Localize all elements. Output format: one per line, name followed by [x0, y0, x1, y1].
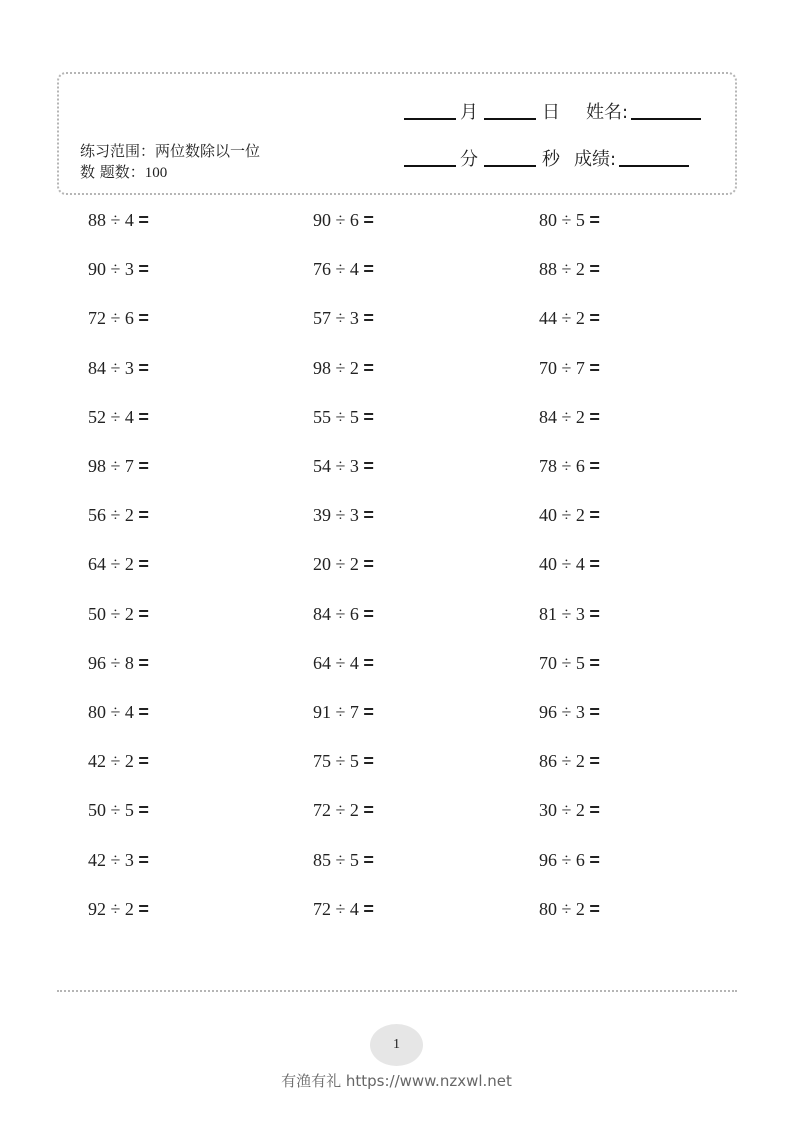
equals-sign: =	[363, 406, 374, 427]
problem-item	[313, 653, 374, 674]
equals-sign: =	[138, 800, 149, 821]
problem-item	[313, 751, 374, 772]
problem-item	[88, 505, 149, 526]
page-number: 1	[370, 1024, 423, 1066]
problem-expression: 57 ÷ 3	[313, 308, 359, 329]
problem-item	[539, 604, 600, 625]
equals-sign: =	[589, 259, 600, 280]
problem-expression: 90 ÷ 6	[313, 210, 359, 230]
problem-item	[88, 259, 149, 280]
time-field	[404, 145, 689, 171]
problem-expression: 86 ÷ 2	[539, 751, 585, 772]
problem-expression: 70 ÷ 7	[539, 357, 585, 378]
second-label: 秒	[542, 149, 560, 170]
day-label: 日	[542, 102, 560, 123]
problem-item	[539, 308, 600, 329]
problem-item	[313, 554, 374, 575]
minute-blank[interactable]	[404, 164, 456, 167]
problem-item	[88, 407, 149, 428]
problem-item	[539, 210, 600, 231]
problem-expression: 50 ÷ 5	[88, 800, 134, 821]
equals-sign: =	[138, 849, 149, 870]
equals-sign: =	[363, 702, 374, 722]
problem-expression: 90 ÷ 3	[88, 259, 134, 280]
problem-item	[88, 653, 149, 674]
equals-sign: =	[363, 210, 374, 230]
equals-sign: =	[363, 259, 374, 280]
equals-sign: =	[138, 259, 149, 280]
problem-item	[313, 308, 374, 329]
equals-sign: =	[363, 554, 374, 575]
problem-item	[539, 751, 600, 772]
equals-sign: =	[138, 210, 149, 230]
equals-sign: =	[138, 898, 149, 919]
equals-sign: =	[138, 603, 149, 624]
equals-sign: =	[138, 406, 149, 427]
equals-sign: =	[589, 308, 600, 329]
problem-item	[313, 850, 374, 871]
problem-expression: 98 ÷ 7	[88, 456, 134, 476]
equals-sign: =	[138, 456, 149, 476]
problem-item	[313, 899, 374, 920]
problem-expression: 64 ÷ 2	[88, 554, 134, 575]
equals-sign: =	[138, 751, 149, 772]
problem-item	[313, 259, 374, 280]
equals-sign: =	[138, 652, 149, 673]
problem-expression: 72 ÷ 4	[313, 898, 359, 919]
problem-expression: 80 ÷ 4	[88, 702, 134, 722]
problem-expression: 96 ÷ 8	[88, 652, 134, 673]
equals-sign: =	[589, 800, 600, 821]
problem-item	[88, 456, 149, 477]
problem-expression: 75 ÷ 5	[313, 751, 359, 772]
score-label: 成绩:	[574, 149, 617, 170]
problem-expression: 84 ÷ 6	[313, 603, 359, 624]
divider	[57, 990, 737, 992]
problem-item	[539, 899, 600, 920]
problem-item	[539, 800, 600, 821]
problem-expression: 42 ÷ 2	[88, 751, 134, 772]
problem-item	[313, 505, 374, 526]
problem-expression: 80 ÷ 2	[539, 898, 585, 919]
month-label: 月	[460, 102, 478, 123]
problem-expression: 92 ÷ 2	[88, 898, 134, 919]
problem-item	[88, 358, 149, 379]
problem-item	[88, 604, 149, 625]
problem-item	[539, 456, 600, 477]
problem-item	[539, 554, 600, 575]
day-blank[interactable]	[484, 117, 536, 120]
equals-sign: =	[138, 357, 149, 378]
problem-expression: 20 ÷ 2	[313, 554, 359, 575]
equals-sign: =	[589, 406, 600, 427]
equals-sign: =	[363, 800, 374, 821]
problem-item	[313, 604, 374, 625]
problem-item	[539, 407, 600, 428]
problem-expression: 52 ÷ 4	[88, 406, 134, 427]
problem-expression: 85 ÷ 5	[313, 849, 359, 870]
name-label: 姓名:	[586, 102, 629, 123]
problem-item	[313, 456, 374, 477]
problem-expression: 56 ÷ 2	[88, 505, 134, 526]
problem-item	[88, 702, 149, 723]
equals-sign: =	[589, 702, 600, 722]
question-count-value: 100	[144, 165, 168, 181]
minute-label: 分	[460, 149, 478, 170]
problem-expression: 88 ÷ 2	[539, 259, 585, 280]
equals-sign: =	[589, 849, 600, 870]
problem-item	[539, 850, 600, 871]
problem-expression: 39 ÷ 3	[313, 505, 359, 526]
equals-sign: =	[138, 505, 149, 526]
problem-expression: 98 ÷ 2	[313, 357, 359, 378]
question-count	[80, 161, 167, 182]
equals-sign: =	[363, 456, 374, 476]
date-field	[404, 98, 701, 124]
problem-expression: 54 ÷ 3	[313, 456, 359, 476]
problem-expression: 96 ÷ 6	[539, 849, 585, 870]
problem-item	[539, 702, 600, 723]
problem-item	[313, 210, 374, 231]
equals-sign: =	[589, 751, 600, 772]
equals-sign: =	[363, 652, 374, 673]
problem-expression: 96 ÷ 3	[539, 702, 585, 722]
equals-sign: =	[363, 357, 374, 378]
problem-expression: 88 ÷ 4	[88, 210, 134, 230]
problem-item	[313, 407, 374, 428]
problem-expression: 64 ÷ 4	[313, 652, 359, 673]
equals-sign: =	[363, 308, 374, 329]
problem-item	[88, 308, 149, 329]
problem-expression: 30 ÷ 2	[539, 800, 585, 821]
problem-expression: 42 ÷ 3	[88, 849, 134, 870]
footer-text: 有渔有礼 https://www.nzxwl.net	[281, 1072, 512, 1090]
equals-sign: =	[363, 898, 374, 919]
equals-sign: =	[589, 456, 600, 476]
problem-item	[539, 653, 600, 674]
problem-item	[313, 358, 374, 379]
problem-expression: 76 ÷ 4	[313, 259, 359, 280]
equals-sign: =	[363, 849, 374, 870]
equals-sign: =	[138, 702, 149, 722]
score-blank[interactable]	[619, 164, 689, 167]
equals-sign: =	[589, 505, 600, 526]
problem-expression: 78 ÷ 6	[539, 456, 585, 476]
problem-expression: 44 ÷ 2	[539, 308, 585, 329]
equals-sign: =	[589, 554, 600, 575]
equals-sign: =	[589, 898, 600, 919]
problem-item	[88, 554, 149, 575]
equals-sign: =	[363, 505, 374, 526]
equals-sign: =	[589, 652, 600, 673]
practice-range: 练习范围：两位数除以一位	[80, 142, 261, 160]
problem-expression: 40 ÷ 2	[539, 505, 585, 526]
equals-sign: =	[138, 554, 149, 575]
problem-expression: 40 ÷ 4	[539, 554, 585, 575]
problem-expression: 81 ÷ 3	[539, 603, 585, 624]
problem-expression: 55 ÷ 5	[313, 406, 359, 427]
problem-item	[88, 210, 149, 231]
problem-expression: 80 ÷ 5	[539, 210, 585, 230]
problem-item	[539, 259, 600, 280]
equals-sign: =	[138, 308, 149, 329]
problem-expression: 72 ÷ 6	[88, 308, 134, 329]
problem-item	[539, 358, 600, 379]
problem-item	[88, 800, 149, 821]
equals-sign: =	[589, 210, 600, 230]
equals-sign: =	[363, 603, 374, 624]
problem-expression: 72 ÷ 2	[313, 800, 359, 821]
problem-expression: 91 ÷ 7	[313, 702, 359, 722]
equals-sign: =	[589, 603, 600, 624]
problem-expression: 84 ÷ 3	[88, 357, 134, 378]
name-blank[interactable]	[631, 117, 701, 120]
problem-expression: 84 ÷ 2	[539, 406, 585, 427]
equals-sign: =	[589, 357, 600, 378]
problem-item	[313, 800, 374, 821]
problem-item	[88, 850, 149, 871]
question-count-label: 数 题数：	[80, 163, 145, 181]
second-blank[interactable]	[484, 164, 536, 167]
equals-sign: =	[363, 751, 374, 772]
problem-item	[313, 702, 374, 723]
problem-expression: 50 ÷ 2	[88, 603, 134, 624]
problem-item	[539, 505, 600, 526]
problem-expression: 70 ÷ 5	[539, 652, 585, 673]
problem-item	[88, 751, 149, 772]
problem-item	[88, 899, 149, 920]
month-blank[interactable]	[404, 117, 456, 120]
